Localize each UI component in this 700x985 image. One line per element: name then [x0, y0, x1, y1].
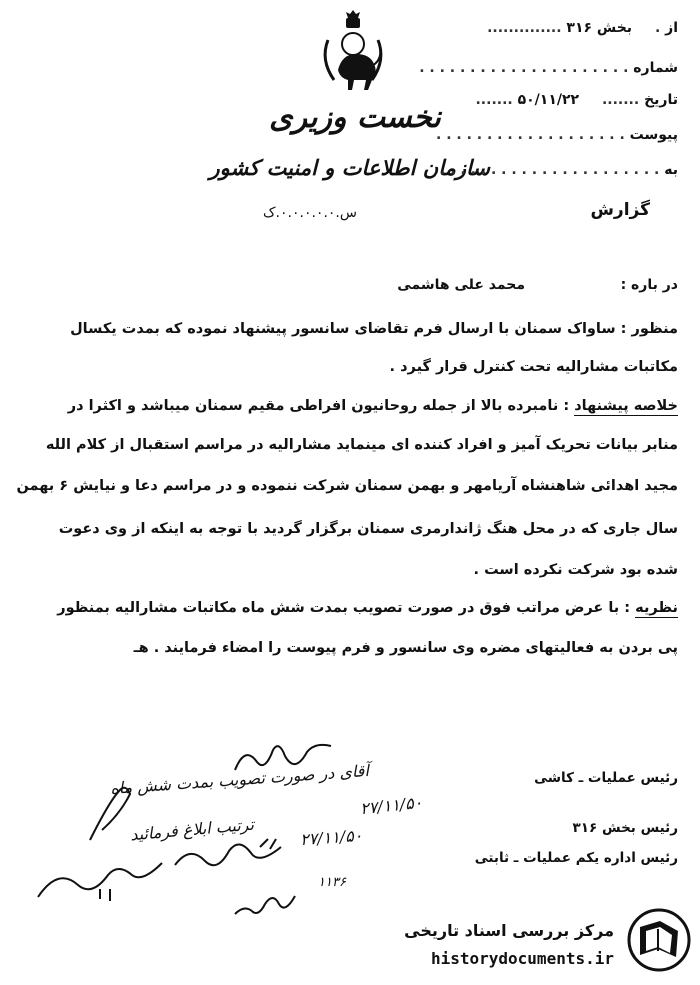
handwritten-reference: ۱۱۳۶	[318, 875, 346, 890]
signature-scribble	[80, 780, 140, 850]
body-line: پی بردن به فعالیتهای مضره وی سانسور و فرم پیوست را امضاء فرمایند . هـ	[133, 640, 678, 656]
signature-scribble	[30, 855, 170, 905]
meta-label: به	[664, 162, 678, 178]
ops-chief-signature: رئیس عملیات ـ کاشی	[534, 770, 678, 786]
meta-number: شماره . . . . . . . . . . . . . . . . . . . . .	[419, 60, 678, 76]
office-title: نخست وزیری	[269, 100, 441, 135]
meta-label: شماره	[633, 60, 678, 76]
meta-attachment: پیوست . . . . . . . . . . . . . . . . . . .	[436, 127, 678, 143]
opinion-text: : با عرض مراتب فوق در صورت تصویب بمدت شش ماه مکاتبات مشارالیه بمنظور	[57, 600, 631, 616]
handwritten-note: آقای در صورت تصویب بمدت شش ماه	[109, 760, 370, 799]
meta-label: تاریخ	[644, 92, 678, 108]
body-line: منابر بیانات تحریک آمیز و افراد کننده ای مینماید مشارالیه در مراسم استقبال از کلام الله	[45, 437, 678, 453]
signature-scribble	[230, 880, 300, 920]
body-line: سال جاری که در محل هنگ ژاندارمری سمنان برگزار گردید با توجه به اینکه از وی دعوت	[58, 521, 678, 537]
dept-chief-signature: رئیس بخش ۳۱۶	[572, 820, 678, 836]
body-line	[68, 398, 678, 416]
summary-label: خلاصه پیشنهاد	[574, 398, 678, 414]
book-logo-icon	[626, 907, 692, 973]
body-line	[57, 600, 678, 618]
meta-value: ۵۰/۱۱/۲۲	[517, 92, 580, 108]
footer-brand	[402, 907, 692, 977]
signature-scribble	[230, 740, 340, 780]
footer-url[interactable]: historydocuments.ir	[430, 949, 614, 968]
meta-label: از	[665, 20, 678, 36]
meta-value: بخش ۳۱۶	[566, 20, 633, 36]
body-line: شده بود شرکت نکرده است .	[473, 562, 678, 578]
body-line: منظور : ساواک سمنان با ارسال فرم تقاضای سانسور پیشنهاد نموده که بمدت یکسال	[70, 321, 678, 337]
meta-to: به . . . . . . . . . . . . . . . . . . . . . .	[440, 162, 678, 178]
meta-date: تاریخ ....... ۵۰/۱۱/۲۲ .......	[475, 92, 678, 108]
meta-label: پیوست	[629, 127, 678, 143]
body-line: مکاتبات مشارالیه تحت کنترل قرار گیرد .	[389, 359, 678, 375]
handwritten-date: ۲۷/۱۱/۵۰	[299, 825, 363, 850]
footer-org-name: مرکز بررسی اسناد تاریخی	[404, 921, 614, 940]
body-line: مجید اهدائی شاهنشاه آریامهر و بهمن سمنان شرکت ننموده و در مراسم دعا و نیایش ۶ بهمن	[16, 478, 678, 494]
summary-text: : نامبرده بالا از جمله روحانیون افراطی مقیم سمنان میباشد و اکثرا در	[67, 398, 570, 414]
handwritten-note: ترتیب ابلاغ فرمائید	[129, 814, 255, 845]
subject-label: در باره :	[620, 277, 678, 293]
subject-value: محمد علی هاشمی	[397, 277, 525, 293]
lion-and-sun-emblem-icon	[310, 10, 400, 100]
report-label: گزارش	[590, 200, 650, 220]
admin-chief-signature: رئیس اداره یکم عملیات ـ ثابتی	[474, 850, 678, 866]
opinion-label: نظریه	[635, 600, 678, 616]
meta-from: از . بخش ۳۱۶ ..............	[487, 20, 678, 36]
handwritten-date: ۲۷/۱۱/۵۰	[359, 792, 424, 819]
document-code: س.۰.۰.۰.۰.۰.ک	[263, 205, 357, 221]
organization-name: سازمان اطلاعات و امنیت کشور	[209, 155, 490, 180]
signature-scribble	[170, 835, 290, 875]
